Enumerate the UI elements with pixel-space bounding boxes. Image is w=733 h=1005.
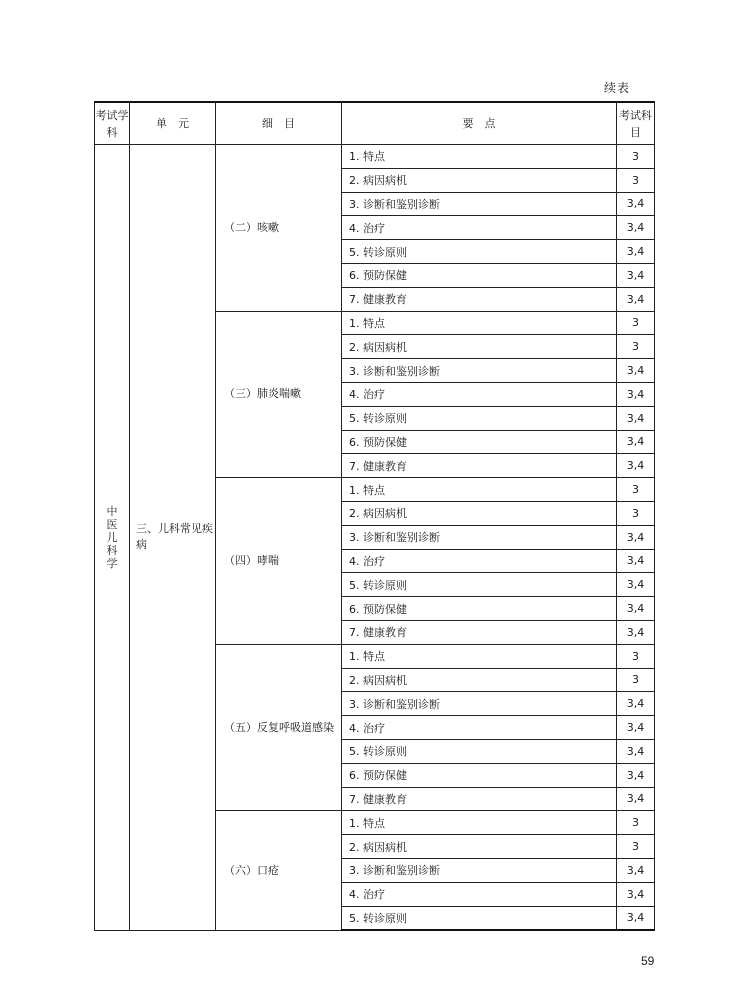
item-cell: （三）肺炎喘嗽 [216,311,342,478]
exam-subject-code-cell: 3 [617,335,655,359]
point-cell: 7. 健康教育 [342,787,617,811]
exam-subject-code-cell: 3,4 [617,525,655,549]
exam-subject-code-cell: 3 [617,311,655,335]
exam-subject-code-cell: 3,4 [617,573,655,597]
exam-subject-code-cell: 3 [617,835,655,859]
exam-subject-code-cell: 3 [617,668,655,692]
exam-subject-code-cell: 3,4 [617,287,655,311]
table-header-row [95,102,655,145]
page-number: 59 [641,954,655,968]
exam-subject-code-cell: 3,4 [617,454,655,478]
point-cell: 4. 治疗 [342,549,617,573]
exam-subject-code-cell: 3,4 [617,882,655,906]
item-cell: （六）口疮 [216,811,342,930]
header-points: 要 点 [342,102,617,145]
exam-subject-code-cell: 3,4 [617,692,655,716]
point-cell: 1. 特点 [342,311,617,335]
table-row [95,145,655,169]
point-cell: 7. 健康教育 [342,454,617,478]
point-cell: 4. 治疗 [342,382,617,406]
syllabus-table [94,101,655,931]
exam-subject-code-cell: 3 [617,145,655,169]
point-cell: 1. 特点 [342,811,617,835]
point-cell: 4. 治疗 [342,216,617,240]
exam-subject-code-cell: 3,4 [617,716,655,740]
point-cell: 6. 预防保健 [342,430,617,454]
point-cell: 3. 诊断和鉴别诊断 [342,858,617,882]
exam-subject-code-cell: 3,4 [617,858,655,882]
point-cell: 3. 诊断和鉴别诊断 [342,192,617,216]
point-cell: 5. 转诊原则 [342,739,617,763]
point-cell: 2. 病因病机 [342,335,617,359]
exam-subject-code-cell: 3 [617,501,655,525]
header-exam-subject: 考试科目 [617,102,655,145]
exam-subject-code-cell: 3 [617,168,655,192]
unit-cell: 三、儿科常见疾病 [130,145,216,931]
exam-subject-code-cell: 3,4 [617,406,655,430]
point-cell: 2. 病因病机 [342,668,617,692]
point-cell: 3. 诊断和鉴别诊断 [342,692,617,716]
exam-subject-code-cell: 3,4 [617,359,655,383]
exam-subject-code-cell: 3,4 [617,430,655,454]
subject-cell [95,145,130,931]
item-cell: （五）反复呼吸道感染 [216,644,342,811]
exam-subject-code-cell: 3 [617,478,655,502]
exam-subject-code-cell: 3,4 [617,240,655,264]
exam-subject-code-cell: 3,4 [617,382,655,406]
exam-subject-code-cell: 3 [617,644,655,668]
point-cell: 1. 特点 [342,145,617,169]
point-cell: 3. 诊断和鉴别诊断 [342,359,617,383]
point-cell: 5. 转诊原则 [342,906,617,930]
exam-subject-code-cell: 3,4 [617,263,655,287]
point-cell: 5. 转诊原则 [342,406,617,430]
continued-table-label: 续表 [604,81,631,95]
point-cell: 5. 转诊原则 [342,573,617,597]
item-cell: （四）哮喘 [216,478,342,645]
header-unit: 单 元 [130,102,216,145]
exam-subject-code-cell: 3,4 [617,763,655,787]
exam-subject-code-cell: 3,4 [617,906,655,930]
point-cell: 4. 治疗 [342,882,617,906]
point-cell: 4. 治疗 [342,716,617,740]
point-cell: 2. 病因病机 [342,501,617,525]
exam-subject-code-cell: 3,4 [617,216,655,240]
point-cell: 6. 预防保健 [342,763,617,787]
point-cell: 7. 健康教育 [342,287,617,311]
exam-subject-code-cell: 3,4 [617,597,655,621]
point-cell: 1. 特点 [342,644,617,668]
exam-subject-code-cell: 3,4 [617,549,655,573]
table-body [95,145,655,931]
header-item: 细 目 [216,102,342,145]
item-cell: （二）咳嗽 [216,145,342,312]
exam-subject-code-cell: 3,4 [617,739,655,763]
header-subject: 考试学科 [95,102,130,145]
point-cell: 5. 转诊原则 [342,240,617,264]
exam-subject-code-cell: 3,4 [617,620,655,644]
point-cell: 6. 预防保健 [342,263,617,287]
exam-subject-code-cell: 3,4 [617,787,655,811]
exam-subject-code-cell: 3,4 [617,192,655,216]
subject-text: 中医儿科学 [106,504,118,570]
point-cell: 7. 健康教育 [342,620,617,644]
point-cell: 3. 诊断和鉴别诊断 [342,525,617,549]
point-cell: 1. 特点 [342,478,617,502]
exam-subject-code-cell: 3 [617,811,655,835]
point-cell: 2. 病因病机 [342,168,617,192]
point-cell: 6. 预防保健 [342,597,617,621]
point-cell: 2. 病因病机 [342,835,617,859]
